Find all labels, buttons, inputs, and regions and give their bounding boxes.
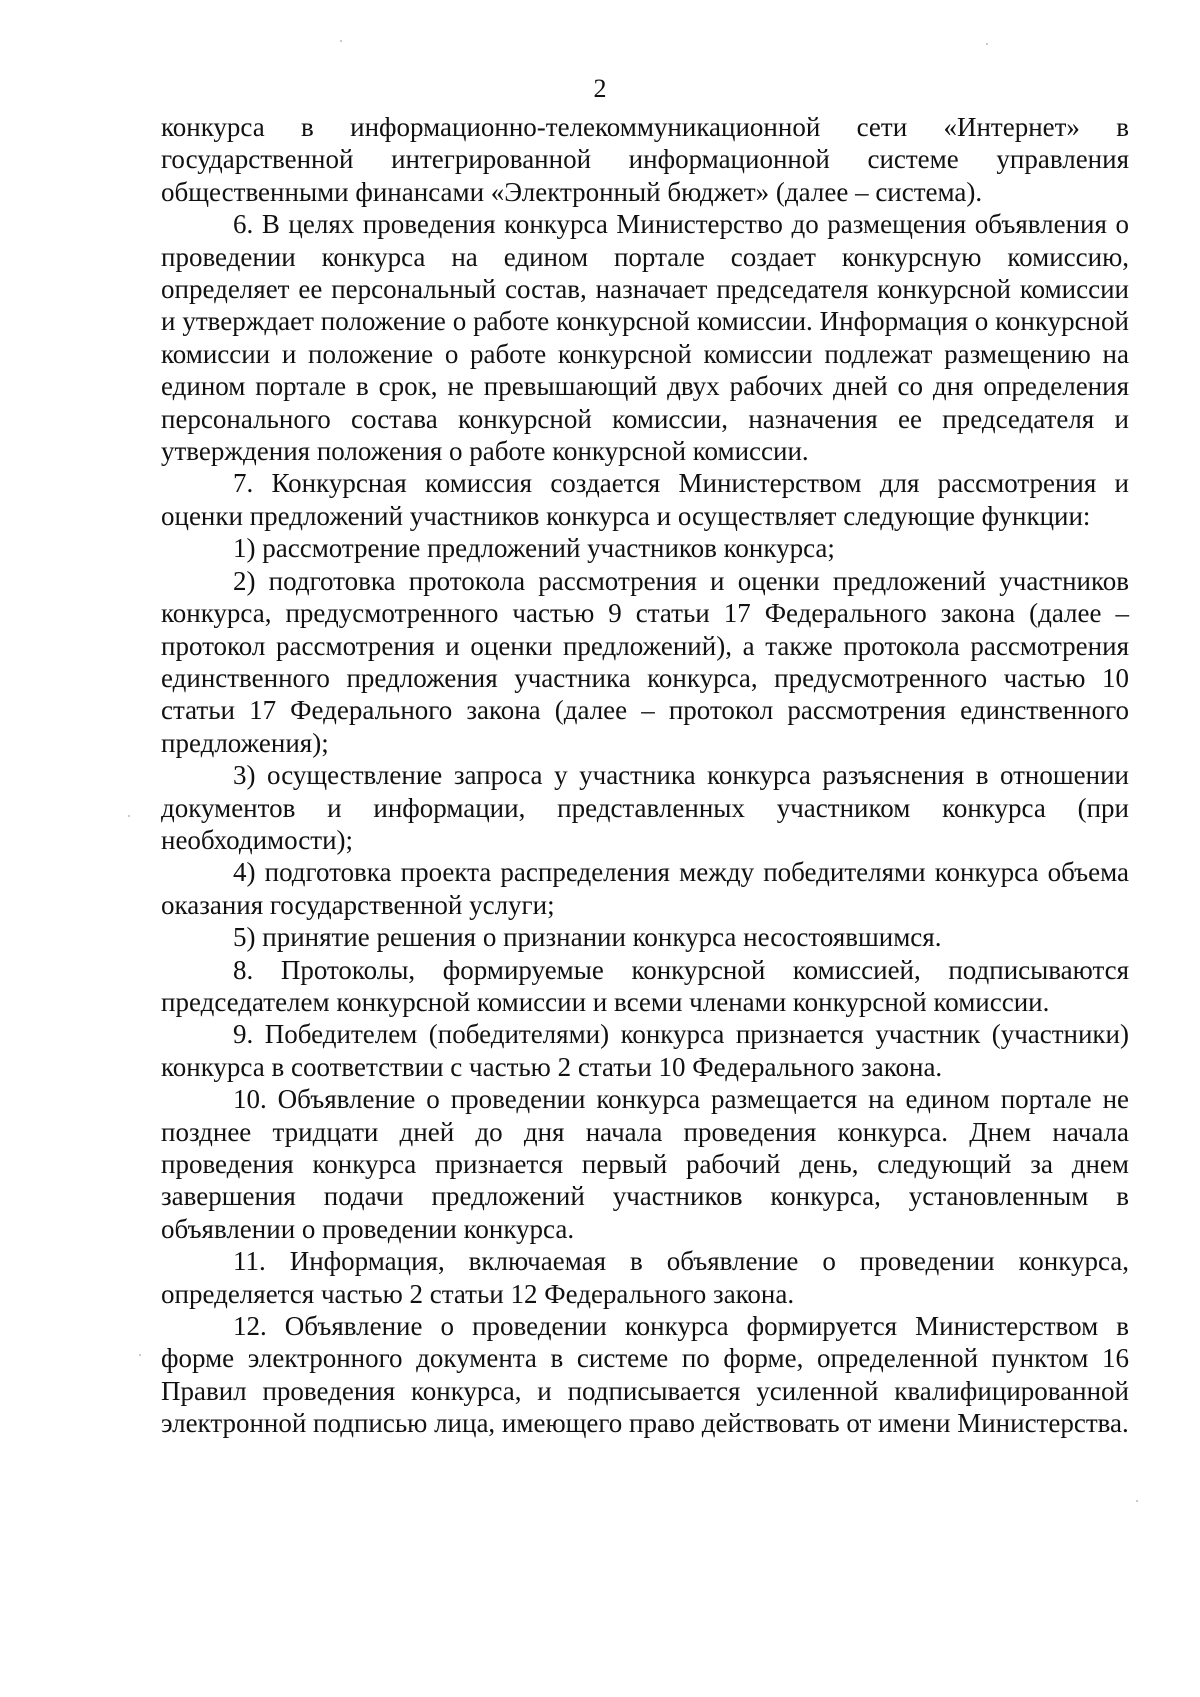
document-body [161, 111, 1129, 1440]
subitem-7-5: 5) принятие решения о признании конкурса несостоявшимся. [233, 922, 942, 953]
page-number: 2 [593, 74, 607, 103]
subitem-7-1: 1) рассмотрение предложений участников конкурса; [233, 533, 835, 564]
paragraph-item-6: 6. В целях проведения конкурса Министерство до размещения объявления о проведении конкурса на едином портале создает конкурсную комиссию, определяет ее персональный состав, назначает председателя конкурсной комиссии и утверждает положение о работе конкурсной комиссии. Информация о конкурсной комиссии и положение о работе конкурсной комиссии подлежат размещению на едином портале в срок, не превышающий двух рабочих дней со дня определения персонального состава конкурсной комиссии, назначения ее председателя и утверждения положения о работе конкурсной комиссии. [161, 209, 1129, 467]
scan-speck [1136, 1500, 1138, 1502]
paragraph-item-12: 12. Объявление о проведении конкурса формируется Министерством в форме электронного документа в системе по форме, определенной пунктом 16 Правил проведения конкурса, и подписывается усиленной квалифицированной электронной подписью лица, имеющего право действовать от имени Министерства. [161, 1311, 1129, 1439]
scan-speck [139, 1354, 141, 1356]
paragraph-item-7: 7. Конкурсная комиссия создается Министерством для рассмотрения и оценки предложений участников конкурса и осуществляет следующие функции: [161, 468, 1129, 531]
paragraph-item-9: 9. Победителем (победителями) конкурса признается участник (участники) конкурса в соответствии с частью 2 статьи 10 Федерального закона. [161, 1019, 1129, 1082]
paragraph-item-10: 10. Объявление о проведении конкурса размещается на едином портале не позднее тридцати дней до дня начала проведения конкурса. Днем начала проведения конкурса признается первый рабочий день, следующий за днем завершения подачи предложений участников конкурса, установленным в объявлении о проведении конкурса. [161, 1084, 1129, 1244]
paragraph-item-8: 8. Протоколы, формируемые конкурсной комиссией, подписываются председателем конкурсной комиссии и всеми членами конкурсной комиссии. [161, 954, 1129, 1017]
paragraph-continuation: конкурса в информационно-телекоммуникационной сети «Интернет» в государственной интегрированной информационной системе управления общественными финансами «Электронный бюджет» (далее – система). [161, 112, 1129, 207]
scan-speck [340, 40, 342, 42]
scan-speck [986, 43, 988, 45]
subitem-7-3: 3) осуществление запроса у участника конкурса разъяснения в отношении документов и информации, представленных участником конкурса (при необходимости); [161, 760, 1129, 855]
subitem-7-4: 4) подготовка проекта распределения между победителями конкурса объема оказания государственной услуги; [161, 857, 1129, 920]
paragraph-item-11: 11. Информация, включаемая в объявление о проведении конкурса, определяется частью 2 статьи 12 Федерального закона. [161, 1246, 1129, 1309]
scan-speck [128, 815, 130, 817]
subitem-7-2: 2) подготовка протокола рассмотрения и оценки предложений участников конкурса, предусмотренного частью 9 статьи 17 Федерального закона (далее – протокол рассмотрения и оценки предложений), а также протокола рассмотрения единственного предложения участника конкурса, предусмотренного частью 10 статьи 17 Федерального закона (далее – протокол рассмотрения единственного предложения); [161, 565, 1129, 758]
